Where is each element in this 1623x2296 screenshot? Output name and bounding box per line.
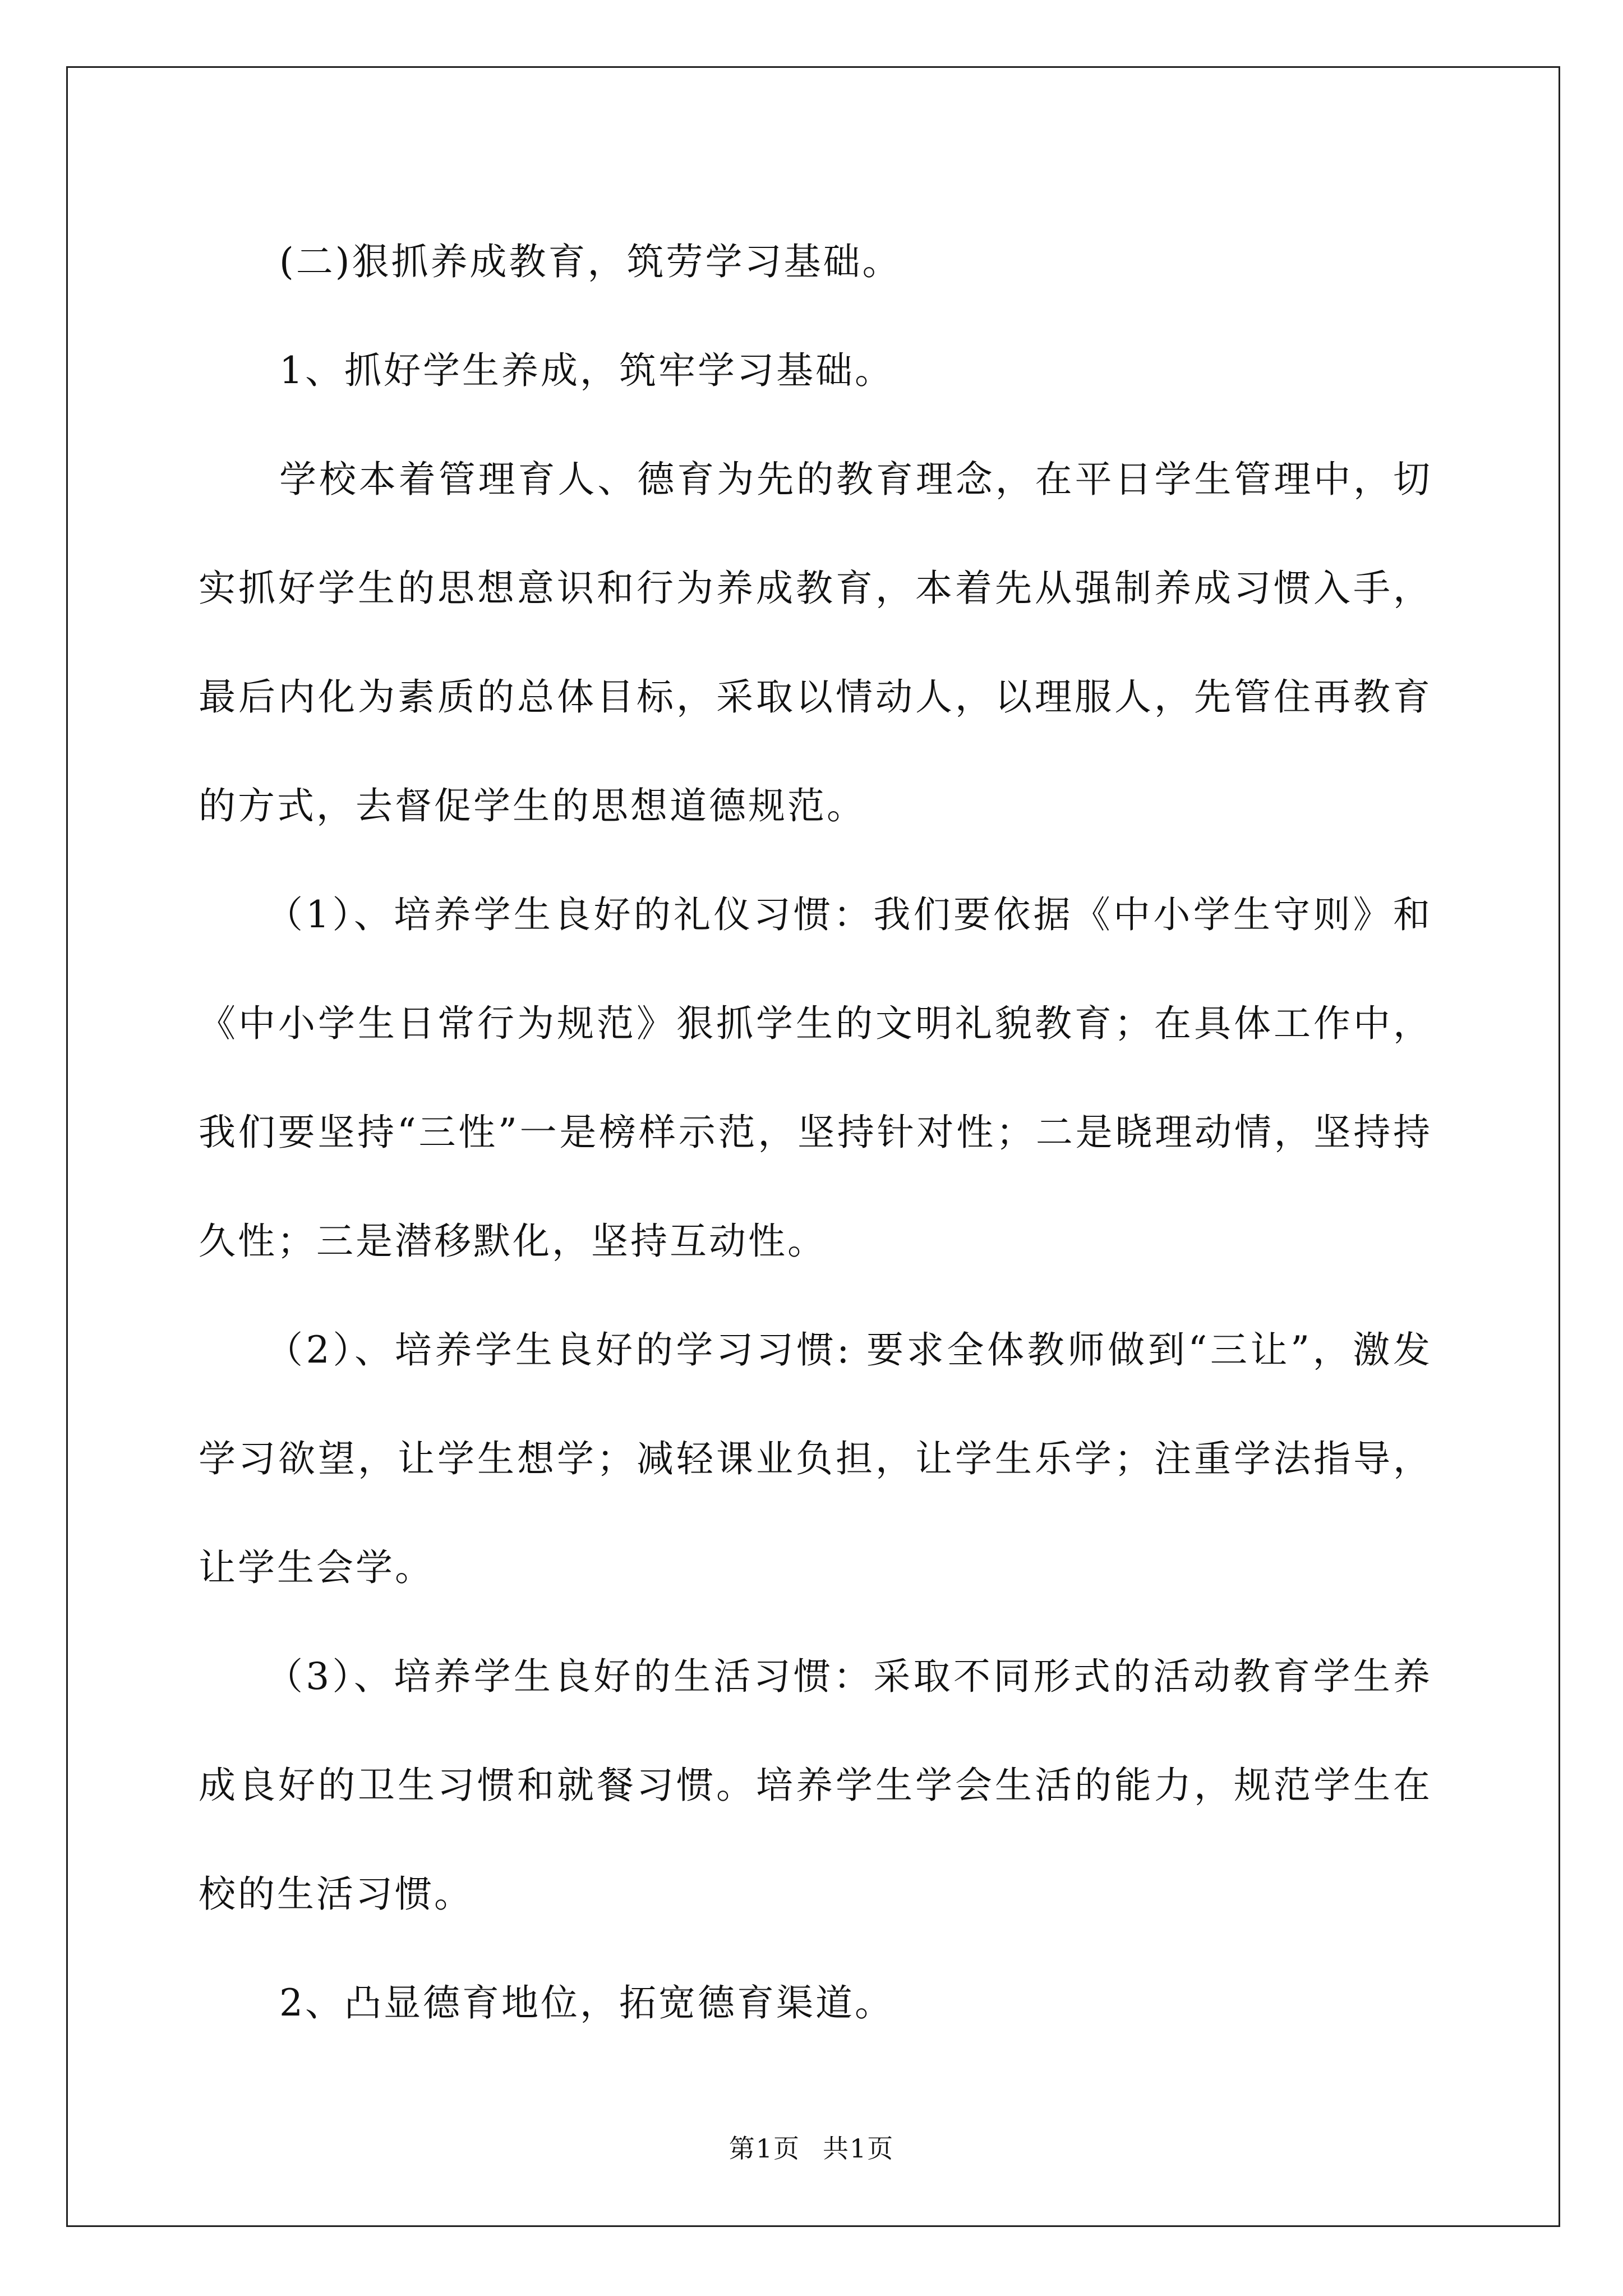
paragraph: （3）、培养学生良好的生活习惯：采取不同形式的活动教育学生养成良好的卫生习惯和就餐习惯。培养学生学会生活的能力，规范学生在校的生活习惯。	[199, 1655, 1432, 1916]
paragraph: (二)狠抓养成教育，筑劳学习基础。	[279, 240, 902, 283]
page-number: 第1页	[728, 2133, 800, 2164]
paragraph: 学校本着管理育人、德育为先的教育理念，在平日学生管理中，切实抓好学生的思想意识和行为养成教育，本着先从强制养成习惯入手，最后内化为素质的总体目标，采取以情动人，以理服人，先管住再教育的方式，去督促学生的思想道德规范。	[199, 458, 1432, 827]
page-total: 共1页	[823, 2133, 895, 2164]
document-body	[199, 208, 1432, 2058]
paragraph: （2）、培养学生良好的学习习惯: 要求全体教师做到“三让”，激发学习欲望，让学生想学；减轻课业负担，让学生乐学；注重学法指导，让学生会学。	[199, 1328, 1432, 1589]
paragraph: 2、凸显德育地位，拓宽德育渠道。	[279, 1981, 894, 2024]
paragraph: 1、抓好学生养成，筑牢学习基础。	[279, 349, 894, 392]
paragraph: （1）、培养学生良好的礼仪习惯：我们要依据《中小学生守则》和《中小学生日常行为规范》狠抓学生的文明礼貌教育；在具体工作中，我们要坚持“三性”一是榜样示范，坚持针对性；二是晓理动情，坚持持久性；三是潜移默化，坚持互动性。	[199, 893, 1432, 1263]
page-footer	[0, 2132, 1623, 2165]
